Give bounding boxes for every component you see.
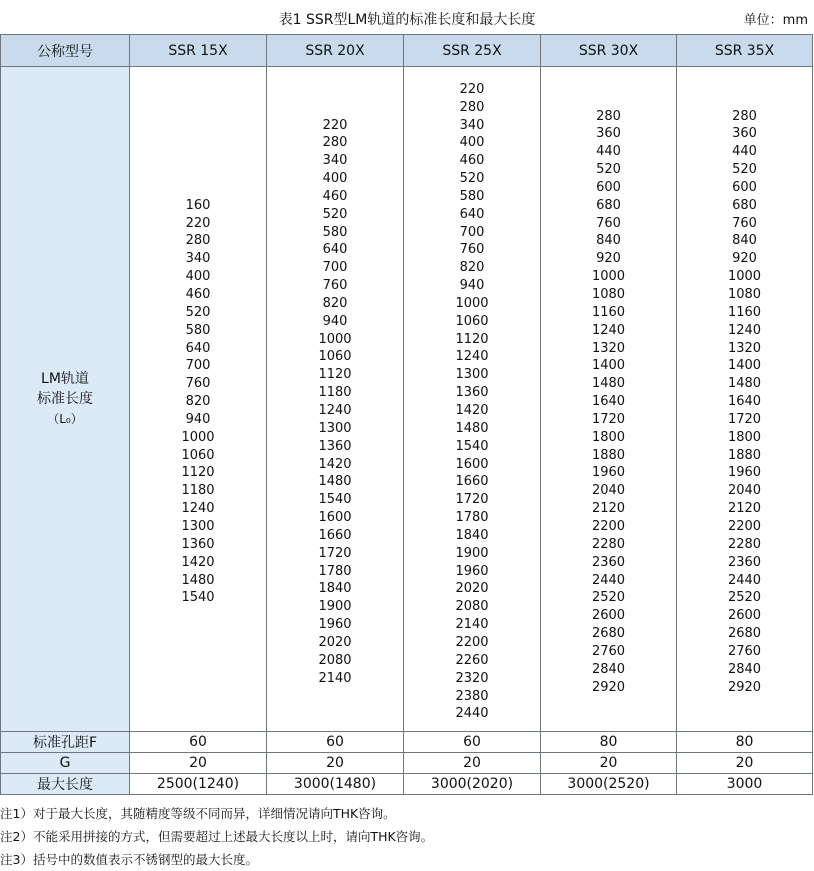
length-value: 640 bbox=[322, 242, 348, 258]
length-value: 1640 bbox=[591, 394, 626, 410]
length-value: 400 bbox=[185, 269, 211, 285]
length-value: 1120 bbox=[318, 367, 352, 383]
length-value: 1480 bbox=[455, 420, 489, 436]
g-row bbox=[1, 753, 813, 774]
length-list bbox=[541, 102, 676, 697]
length-value: 1600 bbox=[318, 510, 352, 526]
length-value: 1060 bbox=[181, 447, 215, 463]
length-value: 2680 bbox=[591, 626, 626, 642]
max-length-cell: 2500(1240) bbox=[130, 774, 267, 795]
length-value: 1840 bbox=[318, 581, 352, 597]
model-header: SSR 35X bbox=[677, 35, 813, 67]
length-value: 460 bbox=[185, 287, 211, 303]
length-value: 1640 bbox=[727, 394, 762, 410]
length-value: 2840 bbox=[727, 661, 762, 677]
length-value: 600 bbox=[596, 179, 621, 195]
length-value: 1960 bbox=[455, 563, 489, 579]
standard-length-label bbox=[1, 67, 130, 732]
length-list bbox=[404, 75, 540, 723]
max-length-label: 最大长度 bbox=[1, 774, 130, 795]
length-value: 2520 bbox=[591, 590, 626, 606]
length-value: 220 bbox=[459, 81, 485, 97]
model-header: SSR 25X bbox=[404, 35, 541, 67]
length-value: 280 bbox=[732, 108, 757, 124]
length-value: 2760 bbox=[727, 643, 762, 659]
length-value: 2600 bbox=[727, 608, 762, 624]
length-value: 2360 bbox=[591, 554, 626, 570]
length-column bbox=[267, 67, 404, 732]
length-value: 2080 bbox=[318, 652, 352, 668]
model-header: SSR 15X bbox=[130, 35, 267, 67]
length-value: 840 bbox=[596, 233, 621, 249]
length-value: 340 bbox=[185, 251, 211, 267]
length-value: 820 bbox=[459, 260, 485, 276]
length-value: 1120 bbox=[455, 331, 489, 347]
length-value: 1540 bbox=[455, 438, 489, 454]
length-value: 1780 bbox=[455, 510, 489, 526]
length-value: 700 bbox=[185, 358, 211, 374]
length-value: 1960 bbox=[318, 617, 352, 633]
length-value: 1300 bbox=[318, 420, 352, 436]
length-value: 1960 bbox=[591, 465, 626, 481]
length-value: 1480 bbox=[727, 376, 762, 392]
length-value: 2020 bbox=[455, 581, 489, 597]
length-value: 940 bbox=[459, 278, 485, 294]
length-value: 2680 bbox=[727, 626, 762, 642]
g-cell: 20 bbox=[541, 753, 677, 774]
label-line: （L₀） bbox=[47, 412, 83, 426]
length-value: 920 bbox=[596, 251, 621, 267]
length-value: 360 bbox=[732, 126, 757, 142]
length-value: 600 bbox=[732, 179, 757, 195]
length-value: 1180 bbox=[181, 483, 215, 499]
length-value: 1720 bbox=[318, 545, 352, 561]
length-value: 1240 bbox=[318, 403, 352, 418]
length-value: 1800 bbox=[727, 429, 762, 445]
length-value: 840 bbox=[732, 233, 757, 249]
length-value: 760 bbox=[185, 376, 211, 392]
length-value: 1420 bbox=[181, 554, 215, 570]
length-value: 1480 bbox=[181, 572, 215, 588]
length-value: 680 bbox=[732, 197, 757, 213]
length-value: 2440 bbox=[727, 572, 762, 588]
length-value: 640 bbox=[185, 340, 211, 356]
pitch-cell: 80 bbox=[677, 732, 813, 753]
length-value: 760 bbox=[322, 278, 348, 294]
length-value: 2360 bbox=[727, 554, 762, 570]
length-value: 1880 bbox=[591, 447, 626, 463]
length-value: 1480 bbox=[591, 376, 626, 392]
length-value: 2080 bbox=[455, 599, 489, 615]
length-value: 280 bbox=[596, 108, 621, 124]
length-list bbox=[677, 102, 812, 697]
length-value: 220 bbox=[185, 215, 211, 231]
length-value: 520 bbox=[459, 171, 485, 187]
length-value: 2120 bbox=[727, 501, 762, 517]
corner-header: 公称型号 bbox=[1, 35, 130, 67]
label-line: 标准长度 bbox=[37, 391, 93, 407]
g-cell: 20 bbox=[677, 753, 813, 774]
length-value: 520 bbox=[596, 162, 621, 178]
length-value: 1000 bbox=[591, 269, 626, 285]
length-value: 760 bbox=[732, 215, 757, 231]
length-column bbox=[130, 67, 267, 732]
length-value: 340 bbox=[322, 153, 348, 169]
length-value: 1420 bbox=[455, 403, 489, 418]
rail-length-table bbox=[0, 34, 813, 795]
length-value: 1180 bbox=[318, 385, 352, 401]
length-value: 2280 bbox=[591, 536, 626, 552]
length-value: 220 bbox=[322, 117, 348, 133]
length-list bbox=[267, 111, 403, 688]
length-value: 2200 bbox=[727, 518, 762, 534]
length-value: 820 bbox=[185, 394, 211, 410]
g-cell: 20 bbox=[404, 753, 541, 774]
length-column bbox=[677, 67, 813, 732]
length-value: 1660 bbox=[318, 527, 352, 543]
max-length-row bbox=[1, 774, 813, 795]
length-value: 1780 bbox=[318, 563, 352, 579]
length-value: 400 bbox=[322, 171, 348, 187]
length-value: 2120 bbox=[591, 501, 626, 517]
footnote: 注1）对于最大长度，其随精度等级不同而异，详细情况请向THK咨询。 bbox=[0, 806, 396, 821]
model-header: SSR 30X bbox=[541, 35, 677, 67]
length-value: 2600 bbox=[591, 608, 626, 624]
length-value: 1320 bbox=[591, 340, 626, 356]
length-value: 1600 bbox=[455, 456, 489, 472]
header-row bbox=[1, 35, 813, 67]
length-value: 1320 bbox=[727, 340, 762, 356]
length-value: 700 bbox=[459, 224, 485, 240]
length-value: 460 bbox=[459, 153, 485, 169]
length-value: 1160 bbox=[591, 304, 626, 320]
length-value: 1080 bbox=[727, 287, 762, 303]
length-value: 1000 bbox=[181, 429, 215, 445]
length-value: 1300 bbox=[455, 367, 489, 383]
length-value: 1240 bbox=[591, 322, 626, 338]
length-value: 280 bbox=[185, 233, 211, 249]
length-value: 520 bbox=[185, 304, 211, 320]
length-value: 820 bbox=[322, 295, 348, 311]
length-value: 2520 bbox=[727, 590, 762, 606]
length-value: 760 bbox=[459, 242, 485, 258]
length-value: 1400 bbox=[591, 358, 626, 374]
length-value: 1880 bbox=[727, 447, 762, 463]
g-cell: 20 bbox=[130, 753, 267, 774]
length-value: 2920 bbox=[727, 679, 762, 695]
model-header: SSR 20X bbox=[267, 35, 404, 67]
length-value: 1000 bbox=[318, 331, 352, 347]
max-length-cell: 3000(2520) bbox=[541, 774, 677, 795]
length-value: 280 bbox=[322, 135, 348, 151]
length-value: 2840 bbox=[591, 661, 626, 677]
length-value: 1080 bbox=[591, 287, 626, 303]
length-value: 2280 bbox=[727, 536, 762, 552]
length-value: 1000 bbox=[727, 269, 762, 285]
length-value: 2140 bbox=[318, 670, 352, 686]
length-value: 580 bbox=[459, 188, 485, 204]
length-value: 2380 bbox=[455, 688, 489, 704]
length-value: 520 bbox=[322, 206, 348, 222]
g-label: G bbox=[1, 753, 130, 774]
length-value: 1540 bbox=[181, 590, 215, 606]
pitch-cell: 60 bbox=[130, 732, 267, 753]
max-length-cell: 3000(1480) bbox=[267, 774, 404, 795]
length-value: 400 bbox=[459, 135, 485, 151]
unit-label: 单位：mm bbox=[743, 13, 808, 28]
length-value: 2260 bbox=[455, 652, 489, 668]
footnotes bbox=[0, 802, 433, 871]
max-length-cell: 3000(2020) bbox=[404, 774, 541, 795]
length-value: 580 bbox=[322, 224, 348, 240]
length-value: 1900 bbox=[318, 599, 352, 615]
length-value: 460 bbox=[322, 188, 348, 204]
label-block bbox=[1, 369, 129, 429]
length-value: 1960 bbox=[727, 465, 762, 481]
length-value: 1540 bbox=[318, 492, 352, 508]
length-value: 1840 bbox=[455, 527, 489, 543]
length-value: 640 bbox=[459, 206, 485, 222]
length-value: 360 bbox=[596, 126, 621, 142]
length-value: 1060 bbox=[318, 349, 352, 365]
length-value: 1720 bbox=[591, 411, 626, 427]
length-value: 1000 bbox=[455, 295, 489, 311]
length-value: 1720 bbox=[727, 411, 762, 427]
length-list bbox=[130, 191, 266, 607]
length-value: 2020 bbox=[318, 634, 352, 650]
length-value: 1240 bbox=[455, 349, 489, 365]
length-value: 760 bbox=[596, 215, 621, 231]
length-value: 440 bbox=[732, 144, 757, 160]
label-line: LM轨道 bbox=[41, 371, 89, 387]
length-value: 1240 bbox=[181, 501, 215, 517]
length-value: 520 bbox=[732, 162, 757, 178]
length-value: 1160 bbox=[727, 304, 762, 320]
table-caption-row bbox=[0, 0, 814, 34]
pitch-cell: 60 bbox=[267, 732, 404, 753]
max-length-cell: 3000 bbox=[677, 774, 813, 795]
length-value: 1360 bbox=[455, 385, 489, 401]
length-value: 2440 bbox=[455, 706, 489, 722]
length-value: 2040 bbox=[591, 483, 626, 499]
g-cell: 20 bbox=[267, 753, 404, 774]
pitch-cell: 60 bbox=[404, 732, 541, 753]
length-column bbox=[541, 67, 677, 732]
length-value: 160 bbox=[185, 197, 211, 213]
length-value: 700 bbox=[322, 260, 348, 276]
length-value: 1240 bbox=[727, 322, 762, 338]
length-value: 2920 bbox=[591, 679, 626, 695]
length-value: 1360 bbox=[181, 536, 215, 552]
length-value: 1720 bbox=[455, 492, 489, 508]
length-value: 680 bbox=[596, 197, 621, 213]
length-value: 580 bbox=[185, 322, 211, 338]
length-value: 1480 bbox=[318, 474, 352, 490]
length-value: 1300 bbox=[181, 518, 215, 534]
length-value: 2140 bbox=[455, 617, 489, 633]
length-value: 940 bbox=[322, 313, 348, 329]
standard-length-row bbox=[1, 67, 813, 732]
length-value: 1900 bbox=[455, 545, 489, 561]
length-value: 1660 bbox=[455, 474, 489, 490]
length-value: 2320 bbox=[455, 670, 489, 686]
length-value: 940 bbox=[185, 411, 211, 427]
table-title: 表1 SSR型LM轨道的标准长度和最大长度 bbox=[278, 12, 536, 28]
pitch-row bbox=[1, 732, 813, 753]
length-value: 1800 bbox=[591, 429, 626, 445]
length-value: 1120 bbox=[181, 465, 215, 481]
length-value: 2200 bbox=[455, 634, 489, 650]
pitch-label: 标准孔距F bbox=[1, 732, 130, 753]
length-column bbox=[404, 67, 541, 732]
length-value: 2200 bbox=[591, 518, 626, 534]
pitch-cell: 80 bbox=[541, 732, 677, 753]
length-value: 2040 bbox=[727, 483, 762, 499]
length-value: 2440 bbox=[591, 572, 626, 588]
length-value: 280 bbox=[459, 99, 485, 115]
length-value: 1400 bbox=[727, 358, 762, 374]
length-value: 1360 bbox=[318, 438, 352, 454]
length-value: 2760 bbox=[591, 643, 626, 659]
length-value: 440 bbox=[596, 144, 621, 160]
footnote: 注3）括号中的数值表示不锈钢型的最大长度。 bbox=[0, 852, 258, 867]
footnote: 注2）不能采用拼接的方式，但需要超过上述最大长度以上时，请向THK咨询。 bbox=[0, 829, 434, 844]
length-value: 1060 bbox=[455, 313, 489, 329]
length-value: 920 bbox=[732, 251, 757, 267]
length-value: 1420 bbox=[318, 456, 352, 472]
length-value: 340 bbox=[459, 117, 485, 133]
